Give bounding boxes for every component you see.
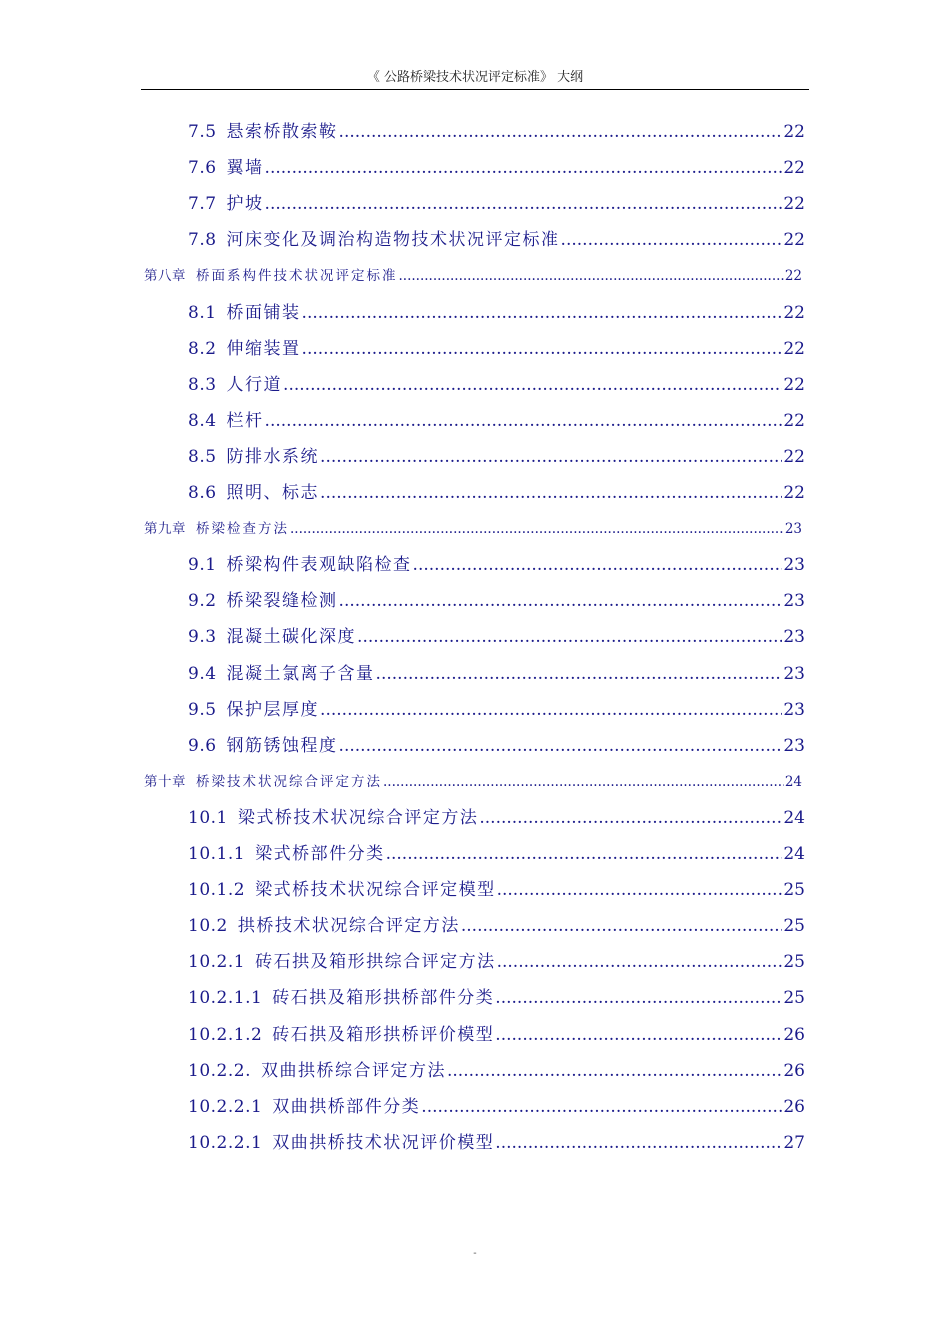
toc-dot-leader: [421, 1093, 782, 1121]
toc-entry-number: 10.2: [188, 916, 228, 936]
toc-entry-page: 22: [783, 230, 805, 250]
toc-dot-leader: [302, 299, 783, 327]
toc-chapter-entry[interactable]: [144, 265, 802, 287]
toc-dot-leader: [399, 265, 784, 287]
toc-entry-page: 27: [783, 1133, 805, 1153]
toc-dot-leader: [339, 587, 783, 615]
toc-entry-page: 22: [783, 375, 805, 395]
toc-dot-leader: [497, 876, 783, 904]
toc-dot-leader: [265, 407, 783, 435]
toc-entry-number: 10.2.1: [188, 952, 246, 972]
toc-entry[interactable]: [188, 804, 805, 832]
toc-entry-number: 8.3: [188, 375, 217, 395]
toc-dot-leader: [302, 335, 783, 363]
toc-chapter-number: 第八章: [144, 268, 186, 284]
toc-entry[interactable]: [188, 984, 805, 1012]
toc-entry-number: 7.8: [188, 230, 217, 250]
toc-entry-title: 河床变化及调治构造物技术状况评定标准: [226, 230, 560, 250]
toc-entry-page: 25: [783, 880, 805, 900]
toc-entry-number: 9.1: [188, 555, 217, 575]
toc-entry[interactable]: [188, 948, 805, 976]
toc-dot-leader: [339, 732, 783, 760]
toc-entry[interactable]: [188, 335, 805, 363]
toc-dot-leader: [357, 623, 782, 651]
toc-entry[interactable]: [188, 912, 805, 940]
toc-entry-title: 桥面铺装: [226, 303, 301, 323]
toc-entry-number: 7.6: [188, 158, 217, 178]
page-header-title: 《 公路桥梁技术状况评定标准》 大纲: [366, 70, 584, 85]
toc-dot-leader: [320, 696, 782, 724]
toc-entry-number: 9.6: [188, 736, 217, 756]
toc-entry-page: 24: [783, 844, 805, 864]
toc-dot-leader: [320, 479, 782, 507]
toc-entry-page: 22: [783, 411, 805, 431]
toc-chapter-page: 22: [784, 268, 802, 284]
toc-entry-number: 10.2.2.1: [188, 1133, 263, 1153]
toc-entry-title: 拱桥技术状况综合评定方法: [237, 916, 460, 936]
toc-entry[interactable]: [188, 190, 805, 218]
toc-entry[interactable]: [188, 1129, 805, 1157]
toc-entry-title: 双曲拱桥技术状况评价模型: [272, 1133, 495, 1153]
toc-entry-number: 9.5: [188, 700, 217, 720]
toc-entry-number: 7.7: [188, 194, 217, 214]
toc-dot-leader: [497, 948, 783, 976]
toc-entry-title: 砖石拱及箱形拱综合评定方法: [255, 952, 496, 972]
toc-entry-number: 8.4: [188, 411, 217, 431]
toc-entry-title: 护坡: [226, 194, 264, 214]
toc-dot-leader: [290, 518, 784, 540]
toc-entry[interactable]: [188, 1057, 805, 1085]
toc-entry-number: 9.2: [188, 591, 217, 611]
toc-entry-title: 双曲拱桥综合评定方法: [260, 1061, 446, 1081]
toc-entry-title: 钢筋锈蚀程度: [226, 736, 338, 756]
toc-entry[interactable]: [188, 443, 805, 471]
toc-entry-title: 栏杆: [226, 411, 264, 431]
toc-entry-page: 23: [783, 627, 805, 647]
toc-entry-page: 23: [783, 555, 805, 575]
toc-chapter-title: 桥梁检查方法: [196, 521, 289, 537]
toc-entry[interactable]: [188, 623, 805, 651]
toc-entry[interactable]: [188, 118, 805, 146]
toc-entry-page: 25: [783, 916, 805, 936]
toc-dot-leader: [461, 912, 783, 940]
toc-entry-number: 10.1.1: [188, 844, 246, 864]
toc-entry-number: 8.1: [188, 303, 217, 323]
toc-entry[interactable]: [188, 876, 805, 904]
toc-dot-leader: [561, 226, 783, 254]
toc-chapter-page: 23: [784, 521, 802, 537]
toc-entry[interactable]: [188, 840, 805, 868]
toc-entry-number: 8.2: [188, 339, 217, 359]
toc-entry-title: 悬索桥散索鞍: [226, 122, 338, 142]
toc-entry[interactable]: [188, 660, 805, 688]
toc-entry-page: 23: [783, 700, 805, 720]
toc-entry-title: 砖石拱及箱形拱桥部件分类: [272, 988, 495, 1008]
toc-entry-page: 26: [783, 1061, 805, 1081]
toc-entry-page: 24: [783, 808, 805, 828]
toc-entry-title: 桥梁裂缝检测: [226, 591, 338, 611]
toc-entry-title: 混凝土碳化深度: [226, 627, 357, 647]
toc-entry[interactable]: [188, 154, 805, 182]
toc-entry[interactable]: [188, 1021, 805, 1049]
toc-chapter-entry[interactable]: [144, 518, 802, 540]
toc-dot-leader: [447, 1057, 782, 1085]
toc-dot-leader: [479, 804, 782, 832]
toc-entry-page: 23: [783, 736, 805, 756]
toc-dot-leader: [265, 154, 783, 182]
toc-dot-leader: [339, 118, 783, 146]
toc-entry-title: 砖石拱及箱形拱桥评价模型: [272, 1025, 495, 1045]
toc-dot-leader: [495, 1021, 782, 1049]
toc-entry-page: 22: [783, 303, 805, 323]
toc-entry-title: 照明、标志: [226, 483, 320, 503]
toc-entry-number: 10.2.2.: [188, 1061, 251, 1081]
toc-entry-page: 23: [783, 591, 805, 611]
toc-entry-page: 22: [783, 447, 805, 467]
toc-dot-leader: [383, 771, 784, 793]
toc-dot-leader: [376, 660, 783, 688]
toc-entry[interactable]: [188, 1093, 805, 1121]
toc-entry-number: 10.2.1.2: [188, 1025, 263, 1045]
toc-entry-number: 10.2.2.1: [188, 1097, 263, 1117]
toc-entry-title: 保护层厚度: [226, 700, 320, 720]
toc-entry-number: 10.2.1.1: [188, 988, 263, 1008]
toc-entry-title: 梁式桥技术状况综合评定方法: [237, 808, 479, 828]
toc-entry[interactable]: [188, 696, 805, 724]
toc-chapter-title: 桥面系构件技术状况评定标准: [196, 268, 398, 284]
toc-entry-page: 22: [783, 483, 805, 503]
toc-entry[interactable]: [188, 299, 805, 327]
toc-entry-number: 7.5: [188, 122, 217, 142]
toc-entry-page: 22: [783, 339, 805, 359]
toc-entry-title: 翼墙: [226, 158, 264, 178]
toc-entry-number: 8.6: [188, 483, 217, 503]
toc-entry-number: 9.3: [188, 627, 217, 647]
toc-entry-page: 26: [783, 1097, 805, 1117]
toc-dot-leader: [265, 190, 783, 218]
toc-entry-page: 22: [783, 158, 805, 178]
toc-dot-leader: [413, 551, 783, 579]
toc-entry-title: 伸缩装置: [226, 339, 301, 359]
toc-chapter-entry[interactable]: [144, 771, 802, 793]
toc-entry-title: 梁式桥技术状况综合评定模型: [255, 880, 496, 900]
toc-dot-leader: [495, 1129, 782, 1157]
toc-entry[interactable]: [188, 407, 805, 435]
toc-chapter-page: 24: [784, 774, 802, 790]
toc-entry[interactable]: [188, 587, 805, 615]
toc-entry-page: 25: [783, 952, 805, 972]
toc-entry[interactable]: [188, 226, 805, 254]
toc-entry-title: 双曲拱桥部件分类: [272, 1097, 421, 1117]
toc-entry-title: 防排水系统: [226, 447, 320, 467]
toc-entry-title: 混凝土氯离子含量: [226, 664, 375, 684]
toc-chapter-title: 桥梁技术状况综合评定方法: [196, 774, 382, 790]
toc-dot-leader: [320, 443, 782, 471]
toc-chapter-number: 第九章: [144, 521, 186, 537]
toc-entry-page: 22: [783, 194, 805, 214]
toc-entry-page: 23: [783, 664, 805, 684]
page-footer-mark: -: [473, 1248, 477, 1259]
toc-entry-number: 10.1: [188, 808, 228, 828]
toc-entry[interactable]: [188, 371, 805, 399]
toc-entry-number: 10.1.2: [188, 880, 246, 900]
toc-entry[interactable]: [188, 732, 805, 760]
toc-entry-title: 桥梁构件表观缺陷检查: [226, 555, 412, 575]
toc-entry-page: 26: [783, 1025, 805, 1045]
toc-entry-page: 25: [783, 988, 805, 1008]
toc-entry-page: 22: [783, 122, 805, 142]
toc-entry[interactable]: [188, 479, 805, 507]
toc-dot-leader: [495, 984, 782, 1012]
toc-entry-number: 8.5: [188, 447, 217, 467]
toc-dot-leader: [386, 840, 783, 868]
toc-entry-title: 人行道: [226, 375, 283, 395]
toc-chapter-number: 第十章: [144, 774, 186, 790]
toc-dot-leader: [283, 371, 782, 399]
toc-entry-title: 梁式桥部件分类: [255, 844, 385, 864]
toc-entry-number: 9.4: [188, 664, 217, 684]
toc-entry[interactable]: [188, 551, 805, 579]
